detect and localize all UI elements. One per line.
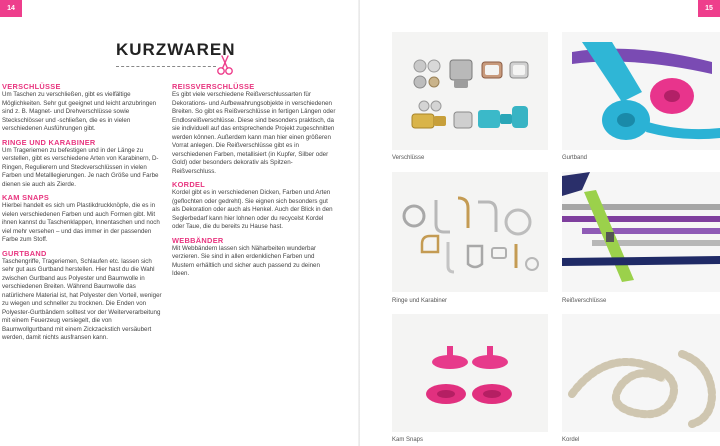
caption-gurtband: Gurtband (562, 155, 588, 161)
photo-kordel (562, 314, 720, 432)
zippers-illustration (562, 172, 720, 292)
page-number-left: 14 (0, 0, 22, 17)
photo-reissverschluesse (562, 172, 720, 292)
photo-verschluesse (392, 32, 548, 150)
section-heading: RINGE UND KARABINER (2, 137, 96, 147)
section-body: Um Taschen zu verschließen, gibt es vielfältige Möglichkeiten. Sehr gut geeignet und leicht anzubringen sind z. B. Magnet- und Drehverschlüsse sowie Steckschlösser und -schließen, die es in vielen verschiedenen Ausführungen gibt. (2, 91, 157, 132)
section-body: Kordel gibt es in verschiedenen Dicken, Farben und Arten (geflochten oder gedreht). Sie eignen sich besonders gut als Dekoration oder auch als Henkel. Auch der Blick in den Seglerbedarf kann hier lohnen oder du recycelst Kordel oder Taue, die du bereits zu Hause hast. (172, 189, 333, 230)
text-column-2 (172, 82, 336, 283)
photo-kamsnaps (392, 314, 548, 432)
text-column-1 (2, 82, 162, 347)
caption-kamsnaps: Kam Snaps (392, 437, 424, 443)
title-block (116, 40, 236, 70)
cord-illustration (562, 314, 720, 432)
scissors-icon (216, 54, 234, 76)
section-body: Es gibt viele verschiedene Reißverschlussarten für Dekorations- und Aufbewahrungsobjekte in verschiedenen Breiten. So gibt es Reißverschlüsse in fertigen Längen oder Endlosreißverschlüsse. Diese sind besonders praktisch, da sie individuell auf das entsprechende Projekt zugeschnitten werden können. Außerdem kann man hier einen größeren Vorrat anlegen. Die Reißverschlüsse gibt es in verschiedenen Farben, metallisiert (in Kupfer, Silber oder Gold) oder besonders dekorativ als Spitzen-Reißverschluss. (172, 91, 336, 175)
caption-verschluesse: Verschlüsse (392, 155, 425, 161)
rings-carabiners-illustration (392, 172, 548, 292)
section-heading: KAM SNAPS (2, 193, 50, 202)
section-body: Hierbei handelt es sich um Plastikdruckknöpfe, die es in vielen verschiedenen Farben und auch Formen gibt. Mit ihnen kannst du Taschenklappen, Innentaschen und noch viel mehr versehen – und das immer in der passenden Farbe zum Stoff. (2, 202, 160, 243)
page-title: KURZWAREN (116, 40, 236, 59)
section-body: Mit Webbändern lassen sich Näharbeiten wunderbar verzieren. Sie sind in allen erdenklichen Farben und Mustern erhältlich und sicher auch passend zu deinen Ideen. (172, 244, 320, 277)
caption-ringe: Ringe und Karabiner (392, 298, 448, 304)
kam-snaps-illustration (392, 314, 548, 432)
section-body: Taschengriffe, Trageriemen, Schlaufen etc. lassen sich sehr gut aus Gurtband herstellen. Hier hast du die Wahl zwischen Gurtband aus Polyester und Baumwolle in verschiedenen Breiten. Während Baumwolle das natürlichere Material ist, hat Polyester den Vorteil, weniger zu wiegen und schneller zu trocknen. Die Enden von Polyester-Gurtbändern solltest vor der Weiterverarbeitung mit einem Feuerzeug versiegelt, die von Baumwollgurtband mit einem Zickzackstich versäubert werden, damit nichts ausfransen kann. (2, 257, 162, 341)
section-heading: VERSCHLÜSSE (2, 82, 61, 91)
photo-ringe (392, 172, 548, 292)
section-heading: REISSVERSCHLÜSSE (172, 82, 255, 91)
section-body: Um Trageriemen zu befestigen und in der Länge zu verstellen, gibt es verschiedene Arten von Karabinern, D-Ringen, Regulierern und Steckverschlüssen in vielen Farben und Metalllegierungen. Je nach Größe und Farbe dienen sie auch als Zierde. (2, 146, 159, 188)
section-heading: GURTBAND (2, 248, 47, 258)
caption-kordel: Kordel (562, 437, 580, 443)
page-number-right: 15 (698, 0, 720, 17)
caption-reissverschluesse: Reißverschlüsse (562, 298, 607, 304)
photo-gurtband (562, 32, 720, 150)
dashed-cut-line (116, 66, 216, 67)
webbing-illustration (562, 32, 720, 150)
section-heading: KORDEL (172, 180, 206, 189)
clasps-illustration (392, 32, 548, 150)
section-heading: WEBBÄNDER (172, 235, 224, 245)
right-page (360, 0, 720, 446)
